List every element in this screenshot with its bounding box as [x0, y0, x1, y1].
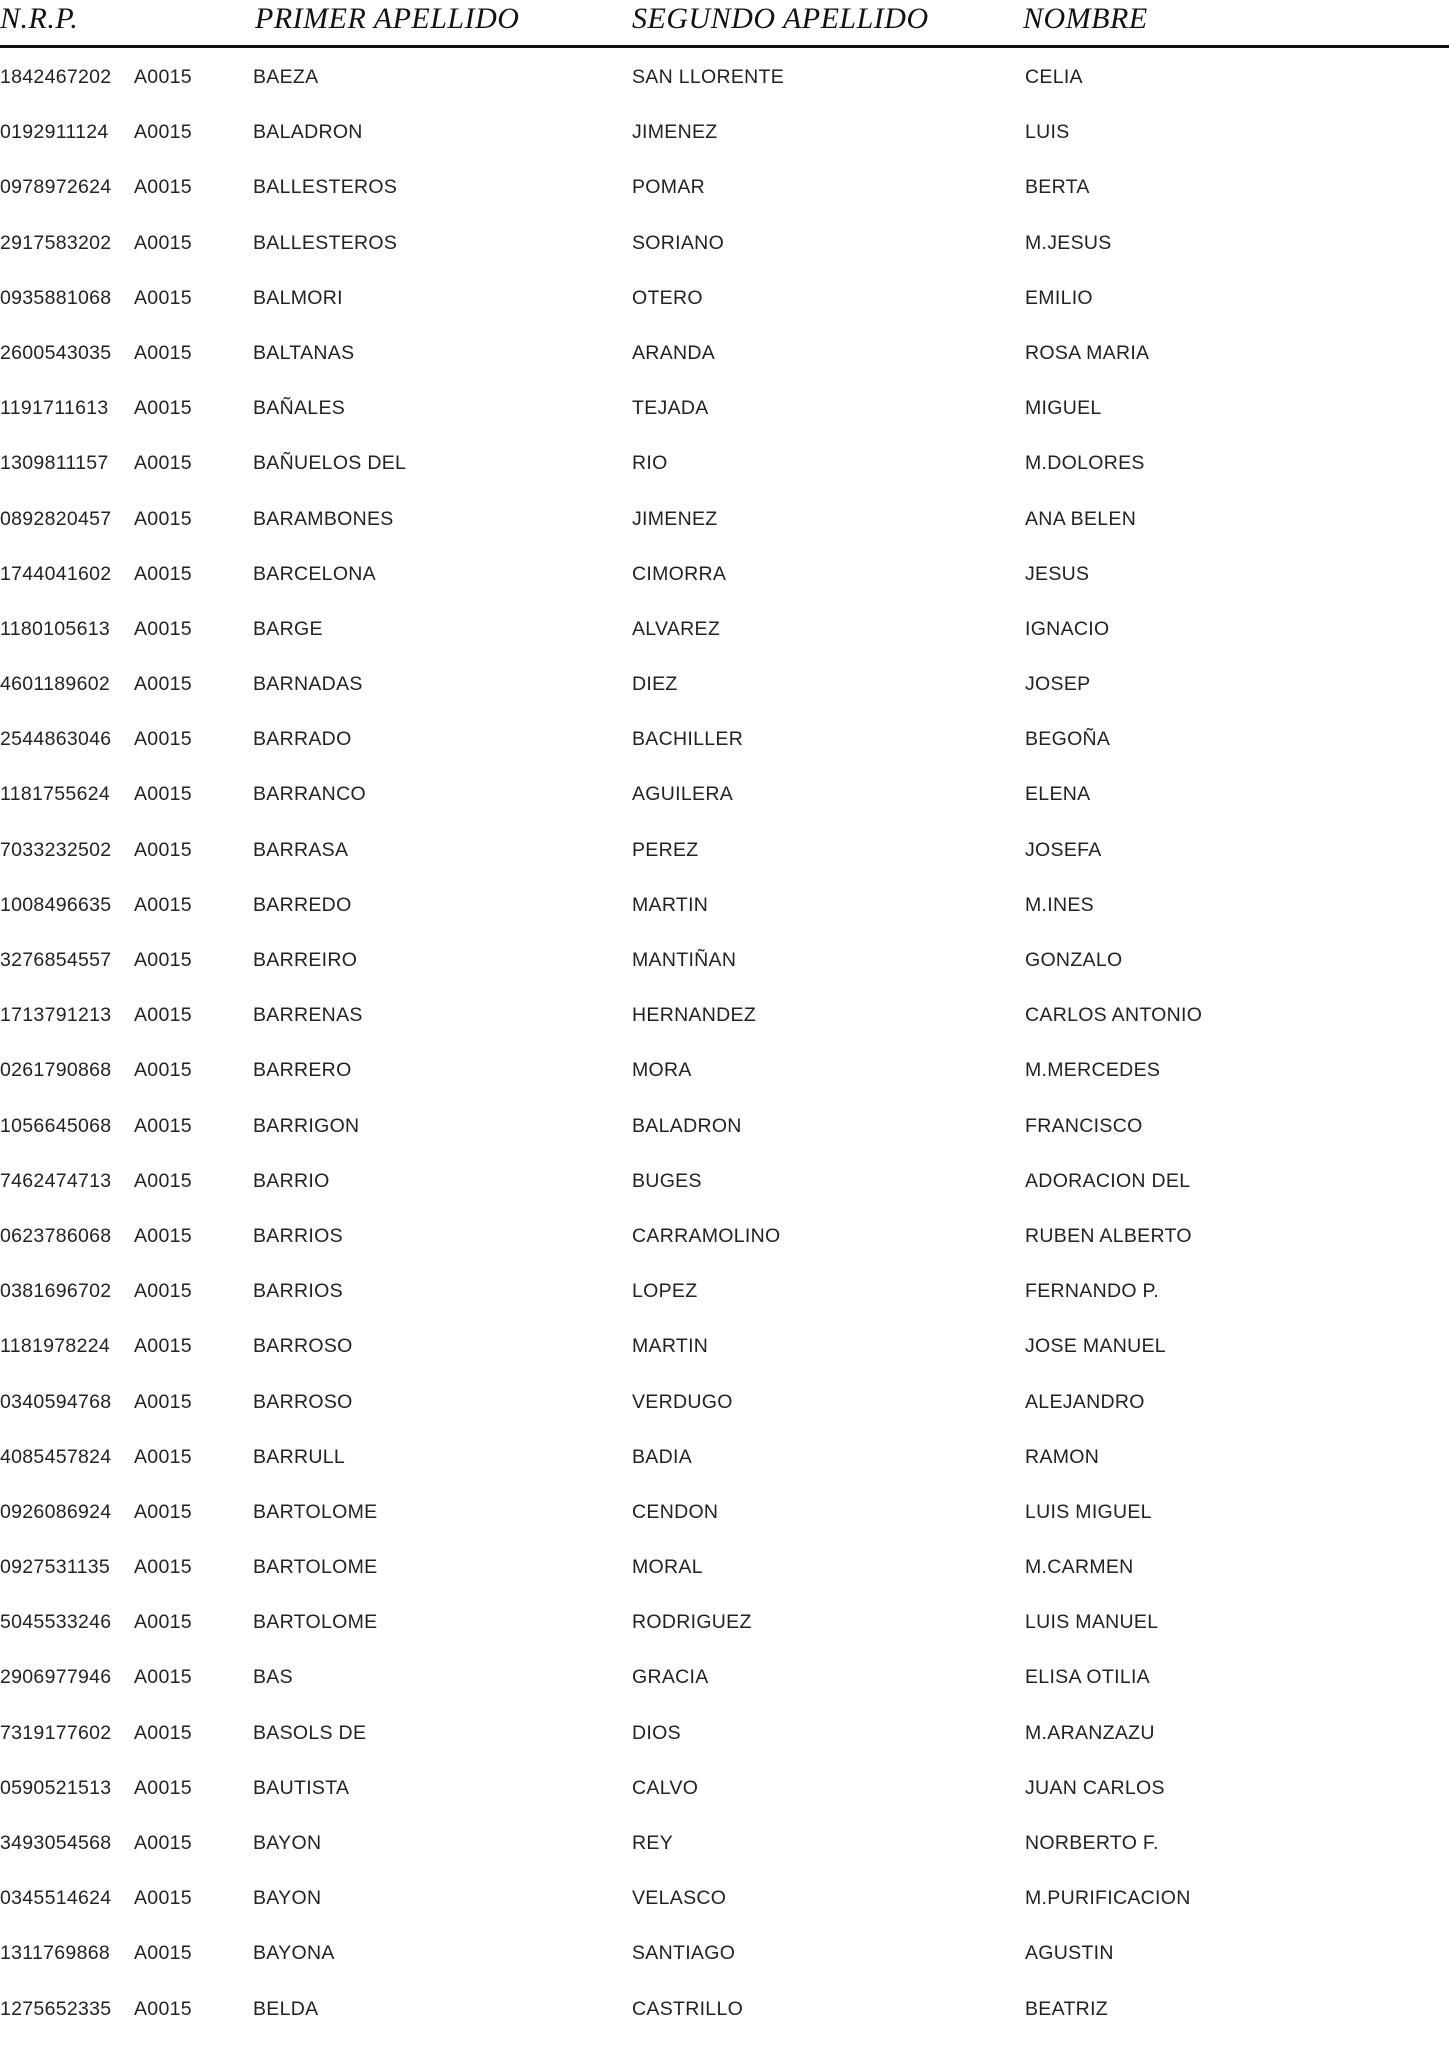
cell-nrp: 1056645068: [0, 1114, 112, 1137]
cell-primer-apellido: BARREDO: [253, 893, 352, 916]
cell-nombre: BERTA: [1025, 176, 1090, 199]
cell-segundo-apellido: DIOS: [632, 1721, 681, 1744]
table-row: [0, 500, 1449, 555]
cell-nombre: FERNANDO P.: [1025, 1280, 1160, 1303]
cell-primer-apellido: BARRIOS: [253, 1280, 343, 1303]
table-row: [0, 334, 1449, 389]
cell-segundo-apellido: BALADRON: [632, 1114, 742, 1137]
cell-code: A0015: [134, 1224, 192, 1247]
cell-segundo-apellido: CARRAMOLINO: [632, 1224, 781, 1247]
cell-code: A0015: [134, 1500, 192, 1523]
table-row: [0, 279, 1449, 334]
cell-nombre: ALEJANDRO: [1025, 1390, 1145, 1413]
cell-segundo-apellido: MORA: [632, 1059, 692, 1082]
cell-segundo-apellido: CENDON: [632, 1500, 719, 1523]
cell-primer-apellido: BAYONA: [253, 1942, 335, 1965]
cell-code: A0015: [134, 1997, 192, 2020]
cell-nrp: 2906977946: [0, 1666, 112, 1689]
cell-segundo-apellido: JIMENEZ: [632, 121, 718, 144]
cell-nombre: GONZALO: [1025, 949, 1123, 971]
table-row: [0, 1107, 1449, 1162]
cell-code: A0015: [134, 1445, 192, 1468]
cell-code: A0015: [134, 121, 192, 144]
cell-nrp: 1180105613: [0, 617, 111, 640]
cell-nombre: CELIA: [1025, 66, 1083, 88]
cell-primer-apellido: BARCELONA: [253, 562, 376, 585]
cell-code: A0015: [134, 1114, 192, 1137]
cell-nombre: IGNACIO: [1025, 617, 1110, 640]
cell-code: A0015: [134, 286, 192, 309]
cell-primer-apellido: BARRIGON: [253, 1114, 360, 1137]
cell-segundo-apellido: TEJADA: [632, 397, 709, 420]
cell-segundo-apellido: MORAL: [632, 1556, 703, 1579]
table-row: [0, 1272, 1449, 1327]
cell-nombre: JUAN CARLOS: [1025, 1776, 1165, 1799]
cell-segundo-apellido: RIO: [632, 452, 668, 475]
table-row: [0, 1383, 1449, 1438]
cell-primer-apellido: BARRASA: [253, 838, 349, 861]
cell-primer-apellido: BALTANAS: [253, 341, 355, 364]
cell-code: A0015: [134, 673, 192, 696]
cell-nombre: RUBEN ALBERTO: [1025, 1224, 1192, 1247]
table-row: [0, 1714, 1449, 1769]
cell-segundo-apellido: JIMENEZ: [632, 507, 718, 530]
cell-nombre: EMILIO: [1025, 286, 1093, 309]
table-row: [0, 113, 1449, 168]
cell-primer-apellido: BAÑALES: [253, 397, 346, 420]
cell-nrp: 1181755624: [0, 783, 111, 806]
cell-primer-apellido: BAYON: [253, 1887, 322, 1910]
cell-nombre: MIGUEL: [1025, 397, 1102, 420]
cell-nrp: 0340594768: [0, 1390, 112, 1413]
cell-nrp: 3493054568: [0, 1832, 112, 1854]
cell-code: A0015: [134, 617, 192, 640]
cell-primer-apellido: BALADRON: [253, 121, 363, 144]
cell-nombre: ANA BELEN: [1025, 507, 1137, 530]
table-row: [0, 1162, 1449, 1217]
cell-primer-apellido: BARRIOS: [253, 1224, 343, 1247]
cell-code: A0015: [134, 341, 192, 364]
cell-code: A0015: [134, 1721, 192, 1744]
table-row: [0, 610, 1449, 665]
header-nombre: NOMBRE: [1023, 2, 1148, 35]
cell-code: A0015: [134, 1832, 192, 1854]
cell-nombre: LUIS MANUEL: [1025, 1611, 1159, 1634]
cell-code: A0015: [134, 1335, 192, 1358]
cell-segundo-apellido: MARTIN: [632, 1335, 709, 1358]
table-row: [0, 1603, 1449, 1658]
cell-nrp: 1008496635: [0, 893, 112, 916]
header-segundo-apellido: SEGUNDO APELLIDO: [632, 2, 929, 35]
cell-code: A0015: [134, 1942, 192, 1965]
cell-primer-apellido: BAS: [253, 1666, 293, 1689]
cell-nrp: 0927531135: [0, 1556, 111, 1579]
cell-segundo-apellido: ALVAREZ: [632, 617, 721, 640]
cell-primer-apellido: BARRERO: [253, 1059, 352, 1082]
cell-nrp: 5045533246: [0, 1611, 112, 1634]
table-row: [0, 996, 1449, 1051]
cell-nrp: 4601189602: [0, 673, 111, 696]
cell-code: A0015: [134, 397, 192, 420]
cell-nrp: 0623786068: [0, 1224, 112, 1247]
cell-nombre: M.ARANZAZU: [1025, 1721, 1155, 1744]
cell-code: A0015: [134, 1666, 192, 1689]
cell-segundo-apellido: SANTIAGO: [632, 1942, 736, 1965]
cell-code: A0015: [134, 507, 192, 530]
cell-nrp: 2600543035: [0, 341, 112, 364]
table-row: [0, 1824, 1449, 1879]
cell-nrp: 0192911124: [0, 121, 109, 144]
table-body: [0, 58, 1449, 2045]
table-row: [0, 1493, 1449, 1548]
cell-primer-apellido: BALMORI: [253, 286, 343, 309]
cell-primer-apellido: BARTOLOME: [253, 1500, 378, 1523]
cell-segundo-apellido: REY: [632, 1832, 673, 1854]
cell-nombre: NORBERTO F.: [1025, 1832, 1159, 1854]
table-row: [0, 1934, 1449, 1989]
cell-nrp: 2917583202: [0, 231, 112, 254]
cell-code: A0015: [134, 176, 192, 199]
cell-nombre: M.INES: [1025, 893, 1094, 916]
cell-segundo-apellido: SORIANO: [632, 231, 725, 254]
header-primer-apellido: PRIMER APELLIDO: [255, 2, 520, 35]
table-row: [0, 1658, 1449, 1713]
cell-segundo-apellido: RODRIGUEZ: [632, 1611, 752, 1634]
cell-nrp: 1275652335: [0, 1997, 112, 2020]
table-row: [0, 886, 1449, 941]
cell-primer-apellido: BALLESTEROS: [253, 176, 398, 199]
table-row: [0, 389, 1449, 444]
cell-primer-apellido: BARRULL: [253, 1445, 346, 1468]
cell-nombre: BEGOÑA: [1025, 728, 1111, 751]
cell-nombre: ADORACION DEL: [1025, 1169, 1191, 1192]
cell-nrp: 0345514624: [0, 1887, 112, 1910]
cell-nrp: 0892820457: [0, 507, 112, 530]
cell-nrp: 1311769868: [0, 1942, 111, 1965]
cell-segundo-apellido: ARANDA: [632, 341, 716, 364]
cell-nrp: 1181978224: [0, 1335, 111, 1358]
cell-primer-apellido: BALLESTEROS: [253, 231, 398, 254]
cell-primer-apellido: BELDA: [253, 1997, 319, 2020]
cell-code: A0015: [134, 562, 192, 585]
cell-nrp: 0935881068: [0, 286, 112, 309]
cell-primer-apellido: BARROSO: [253, 1335, 353, 1358]
cell-code: A0015: [134, 1556, 192, 1579]
cell-segundo-apellido: AGUILERA: [632, 783, 734, 806]
cell-code: A0015: [134, 452, 192, 475]
cell-primer-apellido: BARRENAS: [253, 1004, 363, 1027]
table-row: [0, 1990, 1449, 2045]
table-row: [0, 1051, 1449, 1106]
cell-nombre: M.MERCEDES: [1025, 1059, 1161, 1082]
table-row: [0, 444, 1449, 499]
cell-nrp: 3276854557: [0, 949, 112, 971]
cell-code: A0015: [134, 1169, 192, 1192]
cell-primer-apellido: BASOLS DE: [253, 1721, 367, 1744]
cell-nombre: ROSA MARIA: [1025, 341, 1150, 364]
cell-code: A0015: [134, 1390, 192, 1413]
cell-nombre: JOSE MANUEL: [1025, 1335, 1166, 1358]
cell-nrp: 0926086924: [0, 1500, 112, 1523]
cell-primer-apellido: BARRADO: [253, 728, 352, 751]
cell-primer-apellido: BARROSO: [253, 1390, 353, 1413]
cell-nrp: 0381696702: [0, 1280, 112, 1303]
cell-primer-apellido: BARTOLOME: [253, 1611, 378, 1634]
table-row: [0, 1327, 1449, 1382]
cell-segundo-apellido: SAN LLORENTE: [632, 66, 785, 88]
cell-segundo-apellido: VELASCO: [632, 1887, 727, 1910]
cell-nrp: 1842467202: [0, 66, 112, 88]
table-row: [0, 665, 1449, 720]
cell-nrp: 7462474713: [0, 1169, 112, 1192]
cell-nrp: 2544863046: [0, 728, 112, 751]
table-row: [0, 168, 1449, 223]
cell-segundo-apellido: VERDUGO: [632, 1390, 733, 1413]
cell-nombre: FRANCISCO: [1025, 1114, 1143, 1137]
table-row: [0, 1769, 1449, 1824]
cell-segundo-apellido: CIMORRA: [632, 562, 727, 585]
cell-nrp: 0978972624: [0, 176, 112, 199]
cell-primer-apellido: BARNADAS: [253, 673, 363, 696]
table-row: [0, 831, 1449, 886]
cell-segundo-apellido: POMAR: [632, 176, 706, 199]
cell-segundo-apellido: BACHILLER: [632, 728, 744, 751]
cell-segundo-apellido: HERNANDEZ: [632, 1004, 757, 1027]
cell-segundo-apellido: OTERO: [632, 286, 703, 309]
cell-primer-apellido: BAÑUELOS DEL: [253, 452, 407, 475]
cell-primer-apellido: BAYON: [253, 1832, 322, 1854]
cell-nombre: BEATRIZ: [1025, 1997, 1108, 2020]
cell-nombre: M.DOLORES: [1025, 452, 1145, 475]
cell-code: A0015: [134, 949, 192, 971]
cell-code: A0015: [134, 1004, 192, 1027]
cell-segundo-apellido: DIEZ: [632, 673, 678, 696]
cell-nrp: 1744041602: [0, 562, 112, 585]
cell-nombre: JESUS: [1025, 562, 1090, 585]
table-row: [0, 720, 1449, 775]
cell-segundo-apellido: BUGES: [632, 1169, 702, 1192]
cell-nombre: JOSEP: [1025, 673, 1091, 696]
cell-nrp: 1191711613: [0, 397, 109, 420]
cell-code: A0015: [134, 231, 192, 254]
cell-code: A0015: [134, 66, 192, 88]
cell-code: A0015: [134, 728, 192, 751]
table-row: [0, 555, 1449, 610]
cell-segundo-apellido: BADIA: [632, 1445, 693, 1468]
table-header: [0, 0, 1449, 40]
table-row: [0, 1217, 1449, 1272]
cell-nombre: ELENA: [1025, 783, 1091, 806]
table-row: [0, 1879, 1449, 1934]
cell-nombre: AGUSTIN: [1025, 1942, 1114, 1965]
cell-code: A0015: [134, 1059, 192, 1082]
cell-primer-apellido: BAEZA: [253, 66, 319, 88]
cell-primer-apellido: BAUTISTA: [253, 1776, 350, 1799]
cell-code: A0015: [134, 1776, 192, 1799]
cell-code: A0015: [134, 783, 192, 806]
cell-code: A0015: [134, 893, 192, 916]
cell-nrp: 1309811157: [0, 452, 109, 475]
cell-code: A0015: [134, 1887, 192, 1910]
cell-nrp: 0261790868: [0, 1059, 112, 1082]
cell-nrp: 7033232502: [0, 838, 112, 861]
cell-nombre: M.JESUS: [1025, 231, 1112, 254]
cell-nombre: JOSEFA: [1025, 838, 1102, 861]
cell-nombre: CARLOS ANTONIO: [1025, 1004, 1203, 1027]
header-nrp: N.R.P.: [0, 2, 79, 35]
cell-primer-apellido: BARREIRO: [253, 949, 358, 971]
cell-nombre: RAMON: [1025, 1445, 1100, 1468]
cell-segundo-apellido: MANTIÑAN: [632, 949, 737, 971]
table-row: [0, 224, 1449, 279]
cell-segundo-apellido: LOPEZ: [632, 1280, 698, 1303]
header-rule: [0, 45, 1449, 48]
cell-nombre: M.CARMEN: [1025, 1556, 1134, 1579]
cell-code: A0015: [134, 1280, 192, 1303]
cell-nombre: ELISA OTILIA: [1025, 1666, 1150, 1689]
cell-primer-apellido: BARGE: [253, 617, 323, 640]
cell-segundo-apellido: GRACIA: [632, 1666, 709, 1689]
cell-nrp: 1713791213: [0, 1004, 112, 1027]
table-row: [0, 941, 1449, 996]
cell-nombre: LUIS MIGUEL: [1025, 1500, 1152, 1523]
table-row: [0, 1548, 1449, 1603]
cell-primer-apellido: BARTOLOME: [253, 1556, 378, 1579]
cell-segundo-apellido: PEREZ: [632, 838, 699, 861]
table-row: [0, 775, 1449, 830]
cell-nrp: 0590521513: [0, 1776, 112, 1799]
cell-nombre: LUIS: [1025, 121, 1070, 144]
cell-code: A0015: [134, 1611, 192, 1634]
cell-nrp: 7319177602: [0, 1721, 112, 1744]
cell-primer-apellido: BARAMBONES: [253, 507, 394, 530]
table-row: [0, 58, 1449, 113]
cell-segundo-apellido: MARTIN: [632, 893, 709, 916]
cell-segundo-apellido: CASTRILLO: [632, 1997, 744, 2020]
cell-primer-apellido: BARRANCO: [253, 783, 366, 806]
cell-code: A0015: [134, 838, 192, 861]
cell-nrp: 4085457824: [0, 1445, 112, 1468]
table-row: [0, 1438, 1449, 1493]
cell-primer-apellido: BARRIO: [253, 1169, 330, 1192]
cell-segundo-apellido: CALVO: [632, 1776, 699, 1799]
cell-nombre: M.PURIFICACION: [1025, 1887, 1191, 1910]
